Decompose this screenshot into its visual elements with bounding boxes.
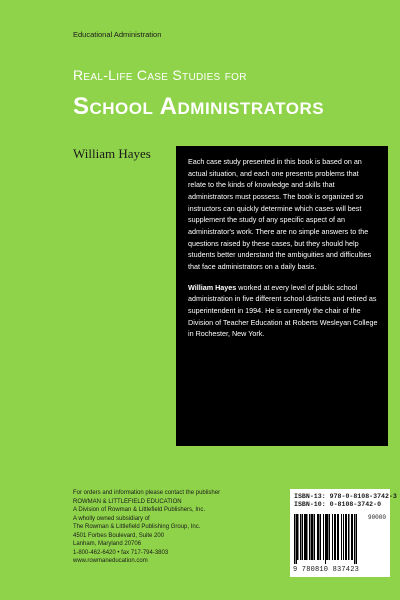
description-text: Each case study presented in this book is based on an actual situation, and each one presents problems that relate to the kinds of knowledge and skills that administrators must possess. The book is organized so instructors can quickly determine which cases will best supplement the study of any specific aspect of an administrator's work. There are no simple answers to the questions raised by these cases, but they should help students better understand the ambiguities and difficulties that face administrators on a daily basis. [188,157,372,271]
barcode-panel [290,489,397,577]
category-label: Educational Administration [73,30,162,39]
publisher-info [73,489,273,566]
barcode-digits: 9 780810 837423 [293,566,360,574]
price-code: 90000 [367,514,386,521]
publisher-line: A Division of Rowman & Littlefield Publishers, Inc. [73,507,206,514]
publisher-line: The Rowman & Littlefield Publishing Group, Inc. [73,524,201,531]
title-line-2: School Administrators [73,93,325,120]
description-box [176,146,388,446]
isbn-10: ISBN-10: 0-8108-3742-0 [294,501,382,509]
publisher-line: 4501 Forbes Boulevard, Suite 200 [73,532,165,539]
barcode-image [294,514,358,564]
bio-text: worked at every level of public school administration in five different school districts and retired as superintendent in 1994. He is currently the chair of the Division of Teacher Education at Roberts Wesleyan College in Rochester, New York. [188,282,378,339]
isbn-13: ISBN-13: 978-0-8108-3742-3 [294,493,397,500]
title-line-1: Real-Life Case Studies for [73,67,247,83]
publisher-line: Lanham, Maryland 20706 [73,541,142,548]
bio-author-name: William Hayes [188,282,237,292]
author-bio [188,282,378,340]
publisher-line: ROWMAN & LITTLEFIELD EDUCATION [73,498,182,505]
publisher-line: 1-800-462-6420 • fax 717-794-3803 [73,549,169,556]
publisher-line: www.rowmaneducation.com [73,558,148,565]
publisher-line: For orders and information please contact the publisher [73,490,221,496]
publisher-line: A wholly owned subsidiary of [73,515,150,522]
author-name: William Hayes [73,146,151,161]
